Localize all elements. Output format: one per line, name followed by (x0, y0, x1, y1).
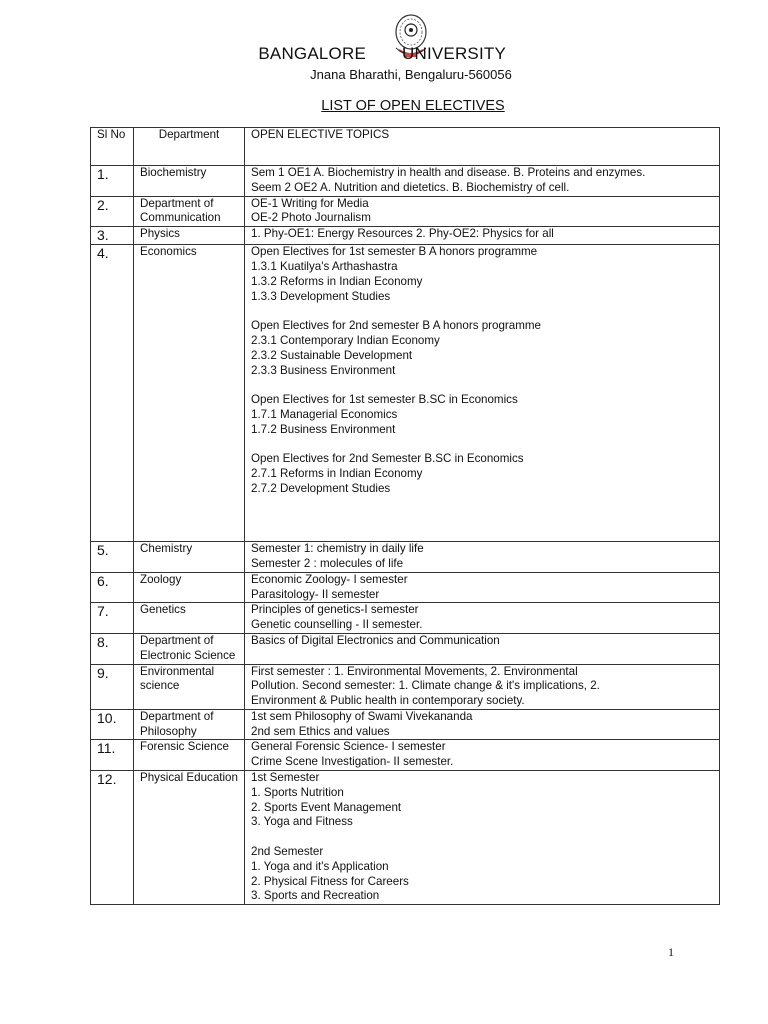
topic-line: Open Electives for 2nd Semester B.SC in Economics (251, 452, 524, 466)
row-serial-number: 11. (91, 740, 134, 771)
row-serial-number: 8. (91, 633, 134, 664)
topic-line: 3. Yoga and Fitness (251, 815, 353, 829)
row-serial-number: 1. (91, 166, 134, 197)
topic-line: 1. Phy-OE1: Energy Resources 2. Phy-OE2: Physics for all (251, 227, 554, 241)
topic-line: 2nd Semester (251, 845, 324, 859)
topic-line: Semester 2 : molecules of life (251, 556, 404, 570)
topic-line: 1st sem Philosophy of Swami Vivekananda (251, 709, 473, 723)
topic-line: Open Electives for 1st semester B A honors programme (251, 245, 538, 259)
topic-line (251, 378, 713, 393)
table-row (91, 709, 720, 740)
row-elective-topics (245, 603, 720, 634)
topic-line: 2. Sports Event Management (251, 800, 402, 814)
row-serial-number: 12. (91, 771, 134, 905)
topic-line: 2.3.3 Business Environment (251, 363, 396, 377)
topic-line: Genetic counselling - II semester. (251, 618, 423, 632)
table-row (91, 572, 720, 603)
row-serial-number: 4. (91, 245, 134, 542)
topic-line: 1st Semester (251, 771, 320, 785)
row-elective-topics (245, 572, 720, 603)
row-elective-topics (245, 542, 720, 573)
topic-line (251, 512, 713, 527)
topic-line: Environment & Public health in contemporary society. (251, 694, 525, 708)
topic-line: OE-2 Photo Journalism (251, 211, 371, 225)
row-department: Department of Philosophy (134, 709, 245, 740)
university-name-word1: BANGALORE (258, 44, 366, 63)
topic-line: Open Electives for 1st semester B.SC in Economics (251, 393, 518, 407)
table-row (91, 664, 720, 709)
university-name-word2: UNIVERSITY (402, 44, 507, 63)
row-department: Forensic Science (134, 740, 245, 771)
row-serial-number: 7. (91, 603, 134, 634)
row-serial-number: 6. (91, 572, 134, 603)
table-row (91, 227, 720, 245)
topic-line: Pollution. Second semester: 1. Climate change & it's implications, 2. (251, 679, 600, 693)
row-elective-topics (245, 771, 720, 905)
topic-line: Sem 1 OE1 A. Biochemistry in health and disease. B. Proteins and enzymes. (251, 166, 646, 179)
topic-line (251, 497, 713, 512)
topic-line: 1.7.1 Managerial Economics (251, 407, 398, 421)
topic-line: 1.3.2 Reforms in Indian Economy (251, 274, 423, 288)
row-elective-topics (245, 633, 720, 664)
table-row (91, 603, 720, 634)
topic-line: Economic Zoology- I semester (251, 572, 408, 586)
row-department: Physics (134, 227, 245, 245)
row-serial-number: 5. (91, 542, 134, 573)
university-name (0, 44, 768, 64)
table-row (91, 166, 720, 197)
row-elective-topics (245, 740, 720, 771)
row-department: Economics (134, 245, 245, 542)
topic-line: 1.7.2 Business Environment (251, 422, 396, 436)
table-row (91, 740, 720, 771)
topic-line (251, 526, 713, 541)
topic-line: 2.7.1 Reforms in Indian Economy (251, 467, 423, 481)
topic-line: First semester : 1. Environmental Movements, 2. Environmental (251, 664, 578, 678)
table-row (91, 633, 720, 664)
university-address: Jnana Bharathi, Bengaluru-560056 (310, 67, 512, 82)
row-department: Chemistry (134, 542, 245, 573)
topic-line (251, 304, 713, 319)
topic-line: 1. Sports Nutrition (251, 785, 344, 799)
table-row (91, 771, 720, 905)
row-elective-topics (245, 227, 720, 245)
page-number: 1 (668, 945, 674, 959)
topic-line: Open Electives for 2nd semester B A honors programme (251, 319, 541, 333)
row-department: Zoology (134, 572, 245, 603)
header-department: Department (134, 128, 245, 166)
topic-line: Seem 2 OE2 A. Nutrition and dietetics. B. Biochemistry of cell. (251, 180, 570, 194)
topic-line: Parasitology- II semester (251, 587, 380, 601)
topic-line: 2.3.2 Sustainable Development (251, 348, 413, 362)
table-row (91, 196, 720, 227)
table-row (91, 542, 720, 573)
row-elective-topics (245, 166, 720, 197)
table-header-row (91, 128, 720, 166)
topic-line: Principles of genetics-I semester (251, 603, 419, 617)
topic-line: 1. Yoga and it's Application (251, 859, 389, 873)
topic-line (251, 438, 713, 453)
row-department: Department of Electronic Science (134, 633, 245, 664)
row-department: Department of Communication (134, 196, 245, 227)
row-department: Genetics (134, 603, 245, 634)
topic-line: 2nd sem Ethics and values (251, 724, 390, 738)
row-elective-topics (245, 709, 720, 740)
row-elective-topics (245, 196, 720, 227)
topic-line: Crime Scene Investigation- II semester. (251, 755, 454, 769)
document-title: LIST OF OPEN ELECTIVES (321, 98, 505, 114)
topic-line: 2. Physical Fitness for Careers (251, 874, 409, 888)
topic-line: 2.7.2 Development Studies (251, 481, 391, 495)
header-sl-no: Sl No (91, 128, 134, 166)
topic-line (251, 830, 713, 845)
open-electives-table (90, 127, 720, 905)
table-row (91, 245, 720, 542)
topic-line: 1.3.1 Kuatilya's Arthashastra (251, 259, 398, 273)
row-department: Biochemistry (134, 166, 245, 197)
row-serial-number: 3. (91, 227, 134, 245)
row-elective-topics (245, 664, 720, 709)
topic-line: 3. Sports and Recreation (251, 889, 380, 903)
row-serial-number: 9. (91, 664, 134, 709)
topic-line: Semester 1: chemistry in daily life (251, 542, 424, 556)
row-elective-topics (245, 245, 720, 542)
row-department: Environmental science (134, 664, 245, 709)
row-serial-number: 2. (91, 196, 134, 227)
table-body (91, 166, 720, 905)
topic-line: General Forensic Science- I semester (251, 740, 446, 754)
row-department: Physical Education (134, 771, 245, 905)
header-topics: OPEN ELECTIVE TOPICS (245, 128, 720, 166)
topic-line: Basics of Digital Electronics and Communication (251, 633, 500, 647)
row-serial-number: 10. (91, 709, 134, 740)
topic-line: 2.3.1 Contemporary Indian Economy (251, 333, 440, 347)
topic-line: 1.3.3 Development Studies (251, 289, 391, 303)
topic-line: OE-1 Writing for Media (251, 196, 369, 210)
